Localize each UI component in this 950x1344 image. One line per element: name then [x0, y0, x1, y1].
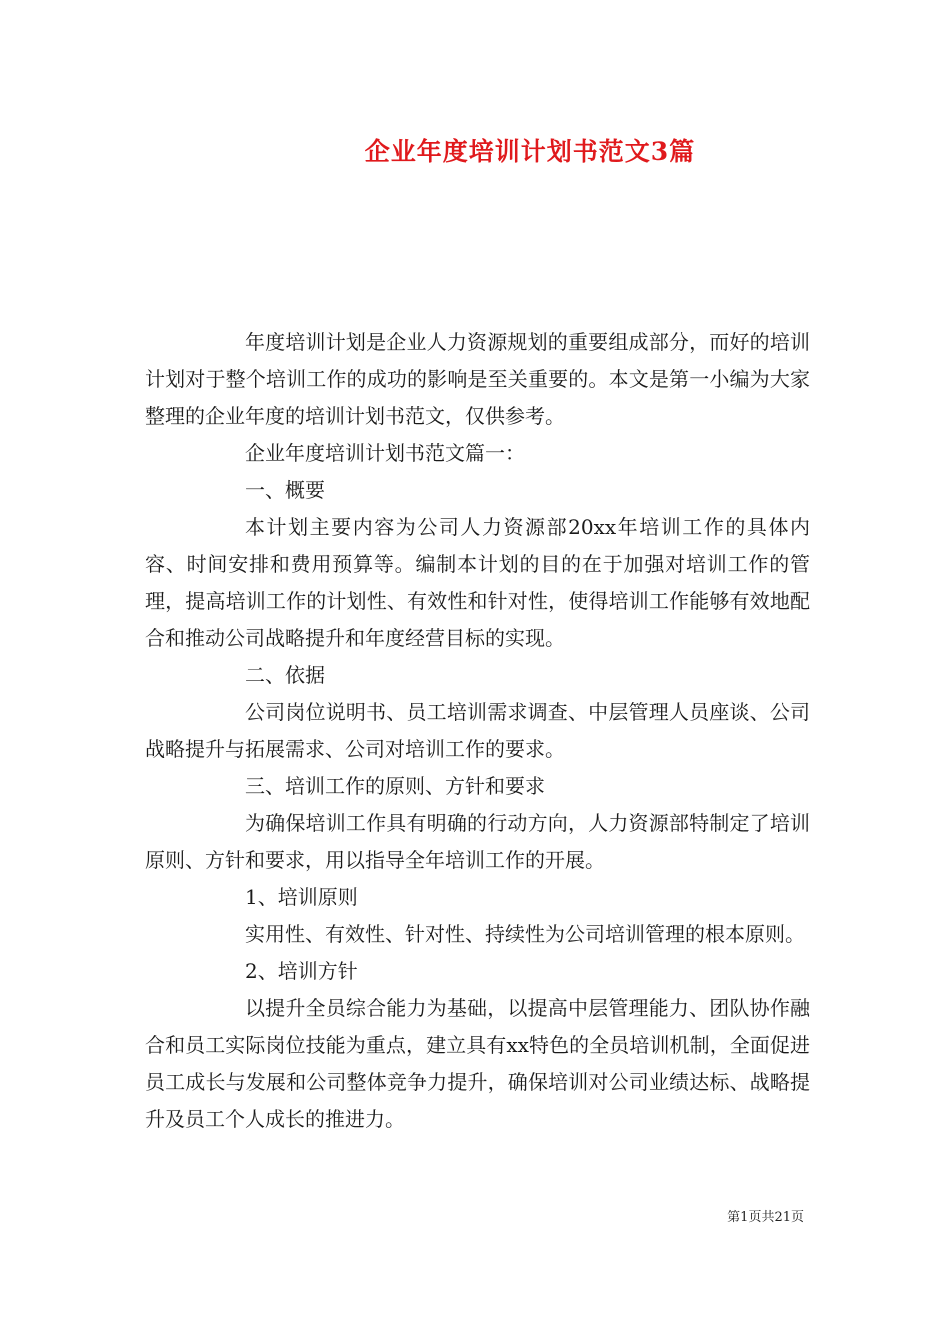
document-body — [145, 324, 810, 1138]
page-number-footer: 第1页共21页 — [727, 1210, 804, 1225]
intro-paragraph: 年度培训计划是企业人力资源规划的重要组成部分，而好的培训计划对于整个培训工作的成功的影响是至关重要的。本文是第一小编为大家整理的企业年度的培训计划书范文，仅供参考。 — [145, 330, 810, 428]
heading-training-policy: 2、培训方针 — [245, 959, 358, 983]
heading-overview: 一、概要 — [245, 478, 325, 502]
principles-paragraph: 为确保培训工作具有明确的行动方向，人力资源部特制定了培训原则、方针和要求，用以指导全年培训工作的开展。 — [145, 811, 810, 872]
overview-paragraph: 本计划主要内容为公司人力资源部20xx年培训工作的具体内容、时间安排和费用预算等。编制本计划的目的在于加强对培训工作的管理，提高培训工作的计划性、有效性和针对性，使得培训工作能够有效地配合和推动公司战略提升和年度经营目标的实现。 — [145, 515, 810, 650]
heading-principles: 三、培训工作的原则、方针和要求 — [245, 774, 545, 798]
training-policy-paragraph: 以提升全员综合能力为基础，以提高中层管理能力、团队协作融合和员工实际岗位技能为重点，建立具有xx特色的全员培训机制，全面促进员工成长与发展和公司整体竞争力提升，确保培训对公司业绩达标、战略提升及员工个人成长的推进力。 — [145, 996, 810, 1131]
document-title: 企业年度培训计划书范文3篇 — [364, 137, 696, 166]
heading-basis: 二、依据 — [245, 663, 325, 687]
section-heading-part-one: 企业年度培训计划书范文篇一： — [245, 441, 525, 465]
heading-training-principles: 1、培训原则 — [245, 885, 358, 909]
training-principles-paragraph: 实用性、有效性、针对性、持续性为公司培训管理的根本原则。 — [245, 922, 805, 946]
basis-paragraph: 公司岗位说明书、员工培训需求调查、中层管理人员座谈、公司战略提升与拓展需求、公司对培训工作的要求。 — [145, 700, 810, 761]
